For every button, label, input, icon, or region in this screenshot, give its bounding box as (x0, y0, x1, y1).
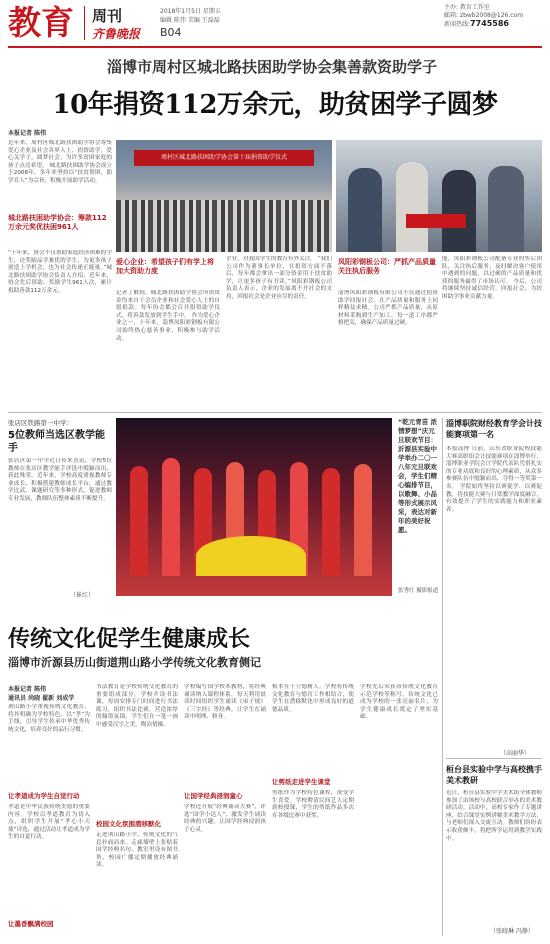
right-brief2-author: （张晓琳 冯静） (490, 928, 534, 935)
performance-photo (116, 418, 392, 596)
paper-logo: 齐鲁晚报 (92, 27, 141, 41)
right-brief1-title: 淄博职院财经教育学会计技能赛项第一名 (446, 419, 542, 439)
person-figure (348, 168, 382, 252)
donation-photo (336, 140, 542, 252)
right-brief1-body: 本报淄博 日前，山东省职业院校技能大赛高职组会计技能赛项在淄博举行，淄博职业学院会计学院代表队凭借扎实的专业功底和良好的心理素质，从众多参赛队伍中脱颖而出，夺得一等奖第一名。 学院始终坚持以赛促学、以赛促教，将技能大赛与日常教学深度融合，有效提升了学生的实践能力和职业素养。 (446, 446, 542, 513)
hotline-row (444, 20, 544, 29)
feature-col5-text: 学校先后荣获市传统文化教育示范学校等称号，传统文化已成为学校的一张亮丽名片，为学生健康成长奠定了坚实基础。 (360, 684, 438, 721)
weekly-label: 周刊 (92, 7, 123, 25)
left-brief-body: 张店区第一中学近日传来喜讯，学校5位教师在张店区教学能手评选中脱颖而出，获此殊荣。近年来，学校高度重视教师专业成长，积极搭建教师成长平台，通过教学比武、课题研究等多种形式，促进教师专业发展，教师队伍整体素质不断提升。 (8, 458, 112, 502)
feature-col2b-text: 走进荆山路小学，传统文化的气息扑面而来。走廊墙壁上张贴着国学经典名句，教室里设有图书角，校园广播定期播放经典诵读。 (96, 832, 178, 869)
feature-subhead: 淄博市沂源县历山街道荆山路小学传统文化教育侧记 (8, 656, 261, 669)
photo-credit: 张秀红 摄影报道 (398, 588, 439, 594)
contact-block (444, 4, 544, 29)
feature-col2-text: 书法教育是学校传统文化教育的重要组成部分。学校开设书法课，每周安排专门时间进行书法练习，组织书法比赛，营造浓厚的翰墨氛围。学生们在一笔一画中感受汉字之美，陶冶情操。 (96, 684, 178, 728)
performer-figure (162, 458, 180, 576)
feature-subhead-classics: 让国学经典浸润童心 (184, 792, 243, 800)
lead-col4-text: 淄博凤阳彩钢板有限公司不仅通过捐资助学回报社会，在产品质量和服务上同样精益求精。公司严抓产品质量，从原材料采购到生产加工，每一道工序都严格把关，确保产品质量过硬。 (338, 290, 438, 327)
feature-byline2: 通讯员 尚晓 翟新 刘成学 (8, 695, 75, 702)
person-figure (442, 170, 476, 252)
lead-col1-text: 近年来，周村区城北路扶困助学协会筹集爱心企业及社会各界人士，捐资助学，爱心关学子，圆梦社会，为许多贫困家庭的孩子点亮希望。 城北路扶困助学协会成立于2008年，多年来坚持以“扶贫帮困，助学育人”为宗旨，积极开展助学活动。 (8, 140, 112, 184)
right-brief2-body: 近日，桓台县实验中学美术组全体教师参加了由该校与高校联合举办的美术教研活动。活动中，高校专家作了专题讲座，结合课堂实例讲解美术教学方法，与老师们深入交流互动。教师们纷纷表示收获颇丰，将把所学运用到教学实践中。 (446, 790, 542, 842)
lead-col5-text: 能，凤阳彩钢板公司配备专业的售后团队，关注执后服务，及时解决客户使用中遇到的问题，以过硬的产品质量和优质的服务赢得了市场认可。 今后，公司将继续坚持诚信经营，回报社会，为扶困助学事业贡献力量。 (442, 256, 542, 300)
feature-col4b-text: 剪纸作为学校特色课程，深受学生喜爱。学校聘请民间艺人定期到校授课，学生的剪纸作品多次在各级比赛中获奖。 (272, 790, 354, 819)
section-divider (8, 412, 542, 413)
left-brief-kicker: 张店区铁路第一中学： (8, 419, 73, 427)
section-title: 教育 (8, 3, 74, 42)
donation-board (406, 214, 466, 228)
lead-headline: 10年捐资112万余元，助贫困学子圆梦 (52, 90, 498, 120)
feature-col3-text: 学校编写国学校本教材，将经典诵读纳入课程体系，每天利用晨读时间组织学生诵读《弟子规》《三字经》等经典，让学生在诵读中明理、修身。 (184, 684, 266, 721)
feature-subhead-papercut: 让剪纸走进学生课堂 (272, 778, 331, 786)
date-line: 2018年1月5日 星期五 (160, 8, 221, 15)
masthead-divider (84, 6, 85, 40)
feature-col3b-text: 学校还开展“经典诵读大赛”，评选“国学小达人”，激发学生诵读经典的兴趣，让国学经典浸润孩子心灵。 (184, 804, 266, 833)
lead-col2-text: 记者了解到，城北路扶困助学协会所需资金均来自于会员企业和社会爱心人士的自愿捐款。每年协会都会召开捐资助学仪式，将善款发放到学生手中。 作为爱心企业之一，十年来，淄博凤阳彩钢板有限公司始终热心慈善事业，积极参与助学活动。 (116, 290, 220, 342)
lead-col1b-text: “十年来，协会不仅帮助家庭经济困难的学生，还奖励品学兼优的学生，为更多孩子创造上学机会，也为社会传递正能量。”城北路扶困助学协会负责人介绍，近年来，协会先后资助、奖励学生961人次，累计捐助善款112万余元。 (8, 250, 112, 294)
editors-line: 编辑 陈伟 美编 王磊磊 (160, 17, 220, 24)
right-brief2-title: 桓台县实验中学与高校携手美术教研 (446, 765, 542, 785)
left-brief-title: 5位教师当选区教学能手 (8, 430, 105, 454)
right-brief1-author: （高丽华） (500, 750, 531, 757)
feature-headline: 传统文化促学生健康成长 (8, 626, 251, 652)
left-brief-author: （崔红） (70, 592, 95, 599)
lead-subhead-association: 城北路扶困助学协会：筹款112万余元奖优扶困961人 (8, 214, 107, 231)
person-figure (488, 166, 524, 252)
feature-subhead-culture: 校园文化氛围潜移默化 (96, 820, 161, 828)
feature-byline1: 本报记者 陈伟 (8, 686, 47, 693)
masthead-rule (8, 46, 542, 48)
lead-byline: 本报记者 陈伟 (8, 130, 47, 137)
email-line: 邮箱: zbwb2008@126.com (444, 12, 524, 19)
performer-figure (130, 466, 148, 576)
right-brief-divider (446, 758, 542, 759)
feature-subhead-filial: 让孝道成为学生自觉行动 (8, 792, 80, 800)
lead-subhead-enterprises: 爱心企业：希望孩子们有学上将加大资助力度 (116, 258, 214, 275)
feature-col1-text: 荆山路小学重视传统文化教育，将其明确为学校特色，以“孝”为主线，引导学生传承中华优秀传统文化，培养良好的品行习惯。 (8, 704, 90, 733)
audience-rows (116, 200, 332, 252)
hotline-label: 新闻热线: (444, 21, 471, 28)
person-figure (396, 162, 428, 252)
photo-banner: 周村区城北路扶困助学协会第十届捐资助学仪式 (134, 150, 314, 166)
lead-col3-text: 企业，对我国学生的教育有外关注。 “我们公司作为董事长单位，在捐资方面不落后，每年都会拿出一部分资金用于扶贫助学，让更多孩子有书读。”凤阳彩钢板公司负责人表示，企业的发展离不开社会的支持，回报社会是企业应尽的责任。 (226, 256, 332, 300)
ceremony-photo (116, 140, 332, 252)
feature-col1b-text: 孝道是中华民族传统美德的重要内容。学校以孝道教育为切入点，组织学生开展“孝心小天使”评选，通过活动让孝道成为学生的自觉行动。 (8, 804, 90, 841)
lead-subhead-fengyang: 凤阳彩钢板公司：严抓产品质量关注执后服务 (338, 258, 436, 275)
yellow-fan (196, 536, 306, 576)
host-line: 主办: 教育工作室 (444, 4, 490, 11)
page-code: B04 (160, 26, 182, 39)
feature-col4-text: 根本在于立德树人。学校将传统文化教育与德育工作相结合，使学生在潜移默化中形成良好的道德品质。 (272, 684, 354, 713)
masthead (8, 4, 542, 44)
feature-subhead-ink: 让墨香飘满校园 (8, 920, 54, 928)
photo-caption: “乾元青苗 浓情梦想”庆元旦联欢节目：沂源县实验中学举办二〇一八年元旦联欢会，学生们精心编排节目，以歌舞、小品等形式展示风采，表达对新年的美好祝愿。 (398, 418, 438, 534)
hotline-number: 7745586 (470, 19, 509, 28)
lead-kicker: 淄博市周村区城北路扶困助学协会集善款资助学子 (106, 58, 437, 76)
performer-figure (354, 464, 372, 576)
performer-figure (322, 468, 340, 576)
right-column-rule (442, 418, 443, 936)
